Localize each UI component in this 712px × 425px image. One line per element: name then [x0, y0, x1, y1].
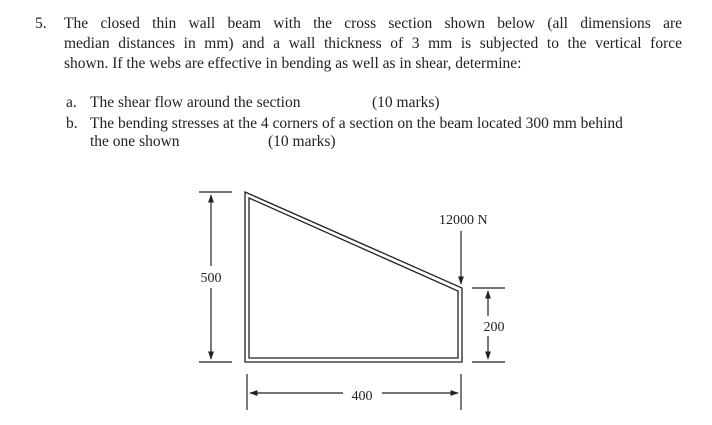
dim-right-label: 200 [483, 320, 505, 335]
section-inner-wall [249, 198, 458, 358]
part-b-text-cont: the one shown [90, 133, 180, 150]
part-b-marks: (10 marks) [268, 133, 336, 150]
intro-line-2: median distances in mm) and a wall thickness of 3 mm is subjected to the vertical force [64, 35, 682, 52]
intro-line-3: shown. If the webs are effective in bending as well as in shear, determine: [64, 55, 522, 72]
section-outer-wall [245, 192, 462, 362]
dim-left-label: 500 [200, 271, 222, 286]
part-b-text: The bending stresses at the 4 corners of a section on the beam located 300 mm behind [90, 115, 623, 132]
part-a-label: a. [66, 94, 77, 111]
part-a-marks: (10 marks) [372, 94, 440, 111]
part-b-label: b. [66, 115, 78, 132]
dim-bottom-label: 400 [351, 389, 373, 404]
part-a-text: The shear flow around the section [90, 94, 301, 111]
question-number: 5. [35, 15, 47, 32]
force-label: 12000 N [439, 213, 488, 228]
intro-line-1: The closed thin wall beam with the cross section shown below (all dimensions are [64, 15, 682, 32]
